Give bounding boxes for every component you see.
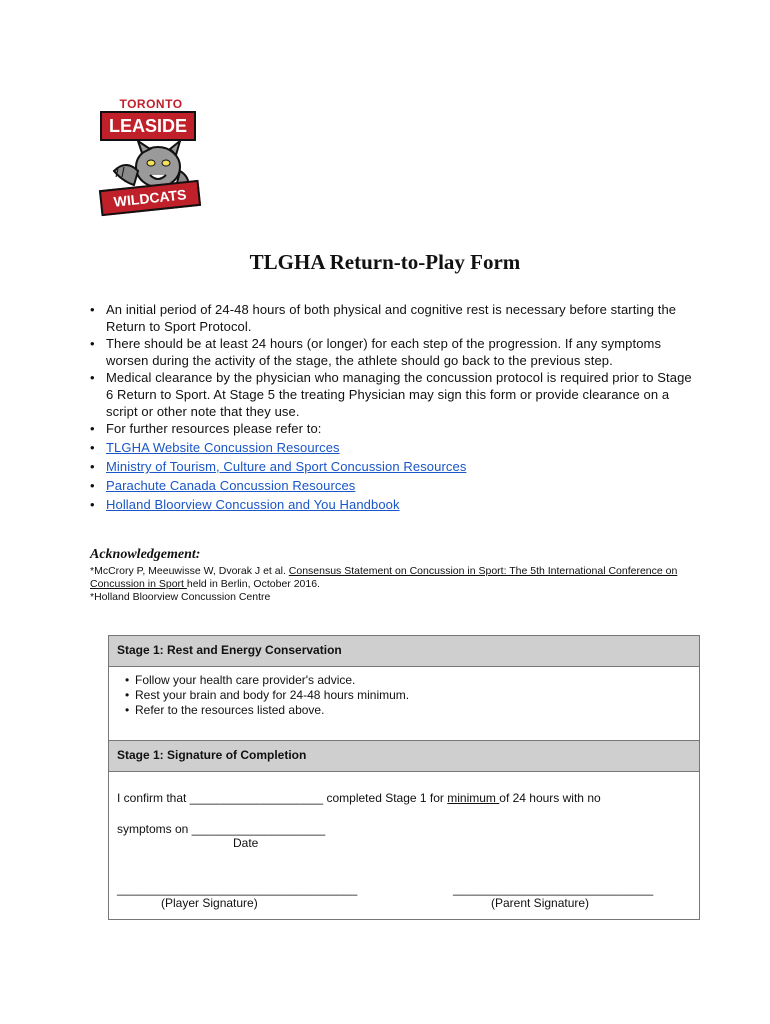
stage1-instructions (109, 667, 699, 741)
reference-holland-bloorview: *Holland Bloorview Concussion Centre (90, 591, 271, 603)
instructions-list (88, 301, 698, 513)
acknowledgement-heading: Acknowledgement: (90, 547, 201, 562)
symptoms-date-field[interactable]: symptoms on ____________________ (117, 822, 326, 836)
list-item: • Medical clearance by the physician who managing the concussion protocol is required prior to Stage 6 Return to Sport. At Stage 5 the treating Physician may sign this form or provide clearance on a script or other note that they use. (88, 369, 698, 420)
list-item: • An initial period of 24-48 hours of both physical and cognitive rest is necessary before starting the Return to Sport Protocol. (88, 301, 698, 335)
reference-title: Consensus Statement on Concussion in Sport: The 5th International Conference on Concussion in Sport (90, 565, 678, 590)
parachute-resources-link[interactable]: Parachute Canada Concussion Resources (106, 478, 356, 493)
list-item: • There should be at least 24 hours (or longer) for each step of the progression. If any symptoms worsen during the activity of the stage, the athlete should go back to the previous step. (88, 335, 698, 369)
list-item (88, 458, 698, 475)
logo-middle-text: LEASIDE (100, 111, 196, 141)
list-item (88, 477, 698, 494)
logo-top-text: TORONTO (119, 97, 183, 111)
date-label: Date (233, 836, 259, 850)
parent-signature-field[interactable]: ______________________________ (453, 882, 654, 896)
list-item (88, 439, 698, 456)
stage1-header: Stage 1: Rest and Energy Conservation (109, 636, 699, 667)
list-item (88, 496, 698, 513)
player-signature-field[interactable]: ____________________________________ (117, 882, 358, 896)
player-signature-label: (Player Signature) (161, 896, 258, 910)
tlgha-logo (100, 97, 202, 215)
list-item: • For further resources please refer to: (88, 420, 698, 437)
reference-authors: *McCrory P, Meeuwisse W, Dvorak J et al. (90, 565, 289, 577)
parent-signature-label: (Parent Signature) (491, 896, 590, 910)
signature-header: Stage 1: Signature of Completion (109, 741, 699, 772)
list-item: • Rest your brain and body for 24-48 hours minimum. (125, 688, 409, 703)
stage1-form (108, 635, 700, 920)
holland-bloorview-handbook-link[interactable]: Holland Bloorview Concussion and You Handbook (106, 497, 400, 512)
ministry-resources-link[interactable]: Ministry of Tourism, Culture and Sport Concussion Resources (106, 459, 467, 474)
confirm-line (117, 791, 601, 805)
reference-mccrory (90, 565, 690, 591)
list-item: • Follow your health care provider's advice. (125, 673, 409, 688)
confirm-prefix[interactable]: I confirm that ____________________ completed Stage 1 for (117, 791, 448, 805)
logo-bottom-text: WILDCATS (99, 180, 201, 216)
confirm-suffix: of 24 hours with no (499, 791, 601, 805)
page-title: TLGHA Return-to-Play Form (249, 250, 521, 274)
tlgha-resources-link[interactable]: TLGHA Website Concussion Resources (106, 440, 340, 455)
list-item: • Refer to the resources listed above. (125, 703, 409, 718)
reference-details: held in Berlin, October 2016. (186, 578, 320, 590)
acknowledgement-section (90, 547, 690, 604)
confirm-minimum: minimum (447, 791, 500, 805)
